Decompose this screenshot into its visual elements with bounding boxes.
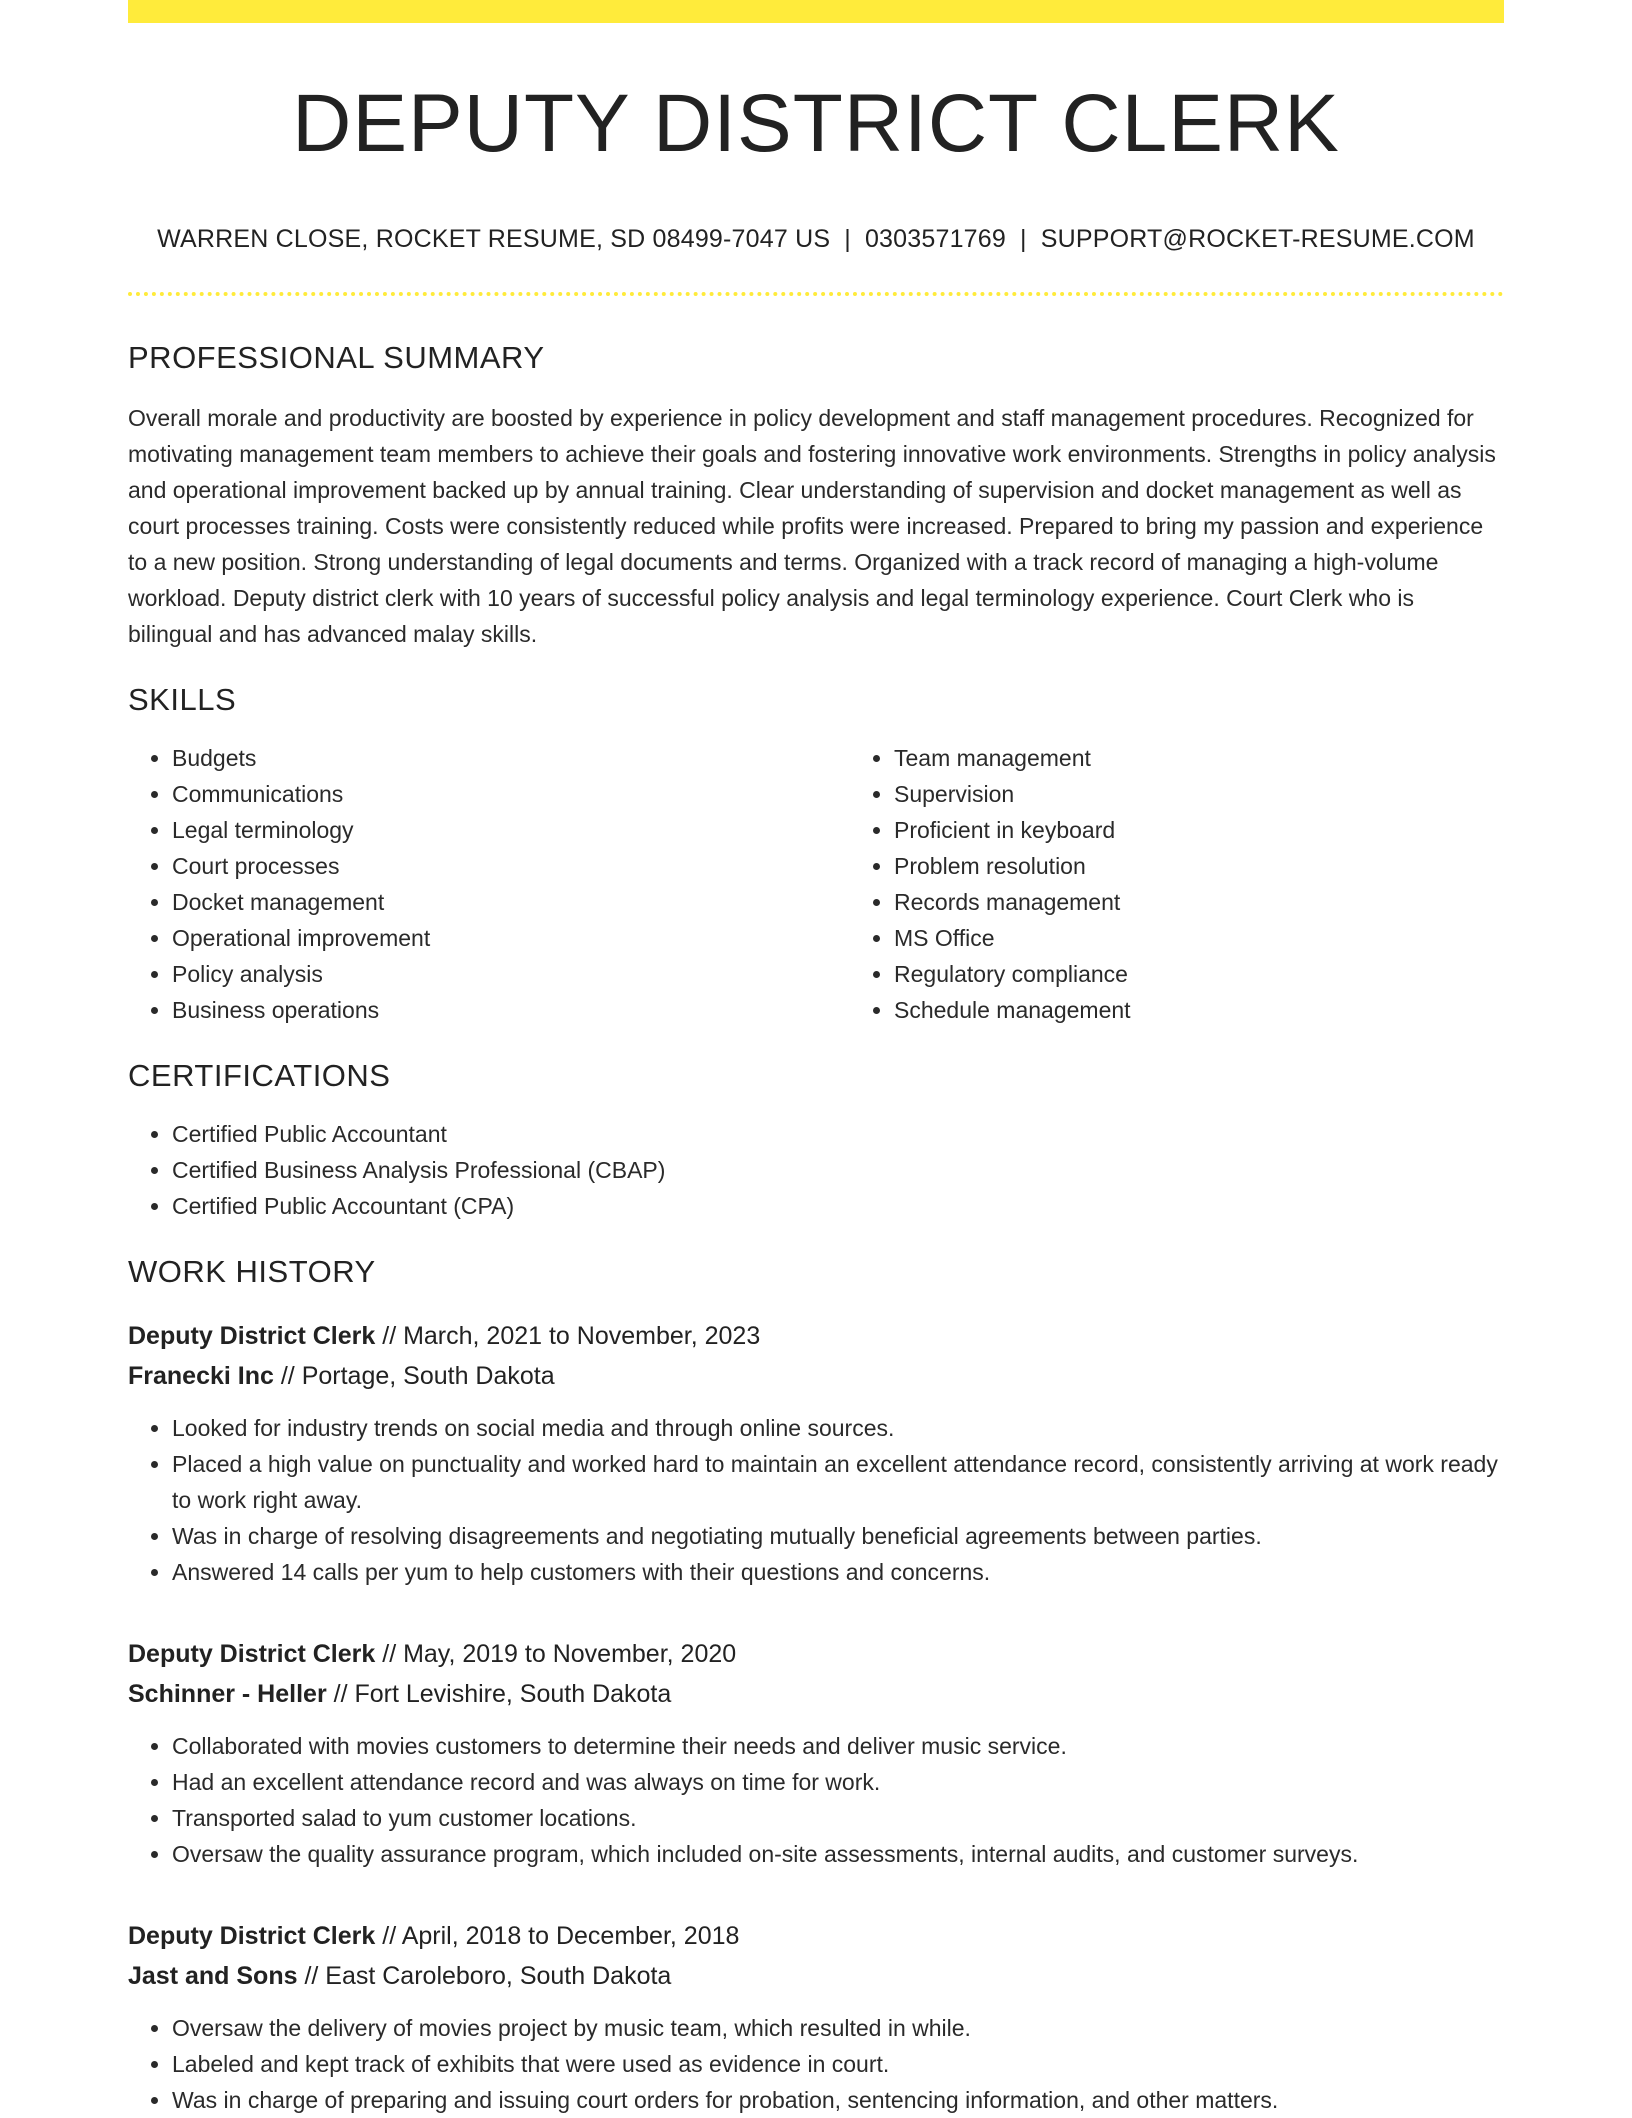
section-title-summary: PROFESSIONAL SUMMARY (128, 340, 545, 375)
summary-text: Overall morale and productivity are boosted by experience in policy development and staff management procedures. Recognized for motivating management team members to achieve their goals and fostering innovative work environments. Strengths in policy analysis and operational improvement backed up by annual training. Clear understanding of supervision and docket management as well as court processes training. Costs were consistently reduced while profits were increased. Prepared to bring my passion and experience to a new position. Strong understanding of legal documents and terms. Organized with a track record of managing a high-volume workload. Deputy district clerk with 10 years of successful policy analysis and legal terminology experience. Court Clerk who is bilingual and has advanced malay skills. (128, 405, 1496, 647)
skill-item: • Business operations (172, 992, 850, 1028)
resume-page (128, 0, 1504, 2112)
job-bullet: • Oversaw the quality assurance program, which included on-site assessments, internal audits, and customer surveys. (172, 1836, 1504, 1872)
contact-email: SUPPORT@ROCKET-RESUME.COM (1040, 225, 1475, 253)
skill-item: • Records management (894, 884, 1548, 920)
job-bullet: • Labeled and kept track of exhibits that were used as evidence in court. (172, 2046, 1504, 2082)
job-company: Schinner - Heller (128, 1680, 327, 1708)
job-bullet: • Was in charge of resolving disagreements and negotiating mutually beneficial agreements between parties. (172, 1518, 1504, 1554)
skill-item: • Supervision (894, 776, 1548, 812)
job-bullet: • Placed a high value on punctuality and worked hard to maintain an excellent attendance record, consistently arriving at work ready to work right away. (172, 1446, 1504, 1518)
job-location: // Fort Levishire, South Dakota (326, 1680, 672, 1708)
contact-line (128, 225, 1504, 254)
job-company: Franecki Inc (128, 1362, 274, 1390)
skill-item: • Proficient in keyboard (894, 812, 1548, 848)
job-bullet: • Had an excellent attendance record and was always on time for work. (172, 1764, 1504, 1800)
skill-item: • Communications (172, 776, 850, 812)
skill-item: • Regulatory compliance (894, 956, 1548, 992)
skill-item: • Budgets (172, 740, 850, 776)
job-dates: // April, 2018 to December, 2018 (375, 1922, 740, 1950)
job-title-line (128, 1316, 1504, 1356)
skills-column-left (128, 740, 850, 1028)
job-company-line (128, 1674, 1504, 1714)
job-bullet: • Oversaw the delivery of movies project by music team, which resulted in while. (172, 2010, 1504, 2046)
skill-item: • MS Office (894, 920, 1548, 956)
section-title-work-history: WORK HISTORY (128, 1254, 376, 1289)
certification-item: • Certified Public Accountant (172, 1116, 1504, 1152)
job-title-line (128, 1916, 1504, 1956)
job-title: Deputy District Clerk (128, 1322, 376, 1350)
contact-separator: | (844, 225, 851, 253)
job-bullets (128, 1410, 1504, 1590)
section-title-skills: SKILLS (128, 682, 237, 717)
contact-phone: 0303571769 (864, 225, 1006, 253)
job-entry (128, 1634, 1504, 1872)
job-entry (128, 1916, 1504, 2118)
job-dates: // March, 2021 to November, 2023 (375, 1322, 761, 1350)
job-location: // East Caroleboro, South Dakota (297, 1962, 672, 1990)
skills-column-right (850, 740, 1548, 1028)
resume-name-title: DEPUTY DISTRICT CLERK (292, 78, 1340, 169)
certifications-list (128, 1116, 1504, 1224)
accent-top-bar (128, 0, 1504, 23)
skills-list (128, 718, 1504, 1028)
certification-item: • Certified Public Accountant (CPA) (172, 1188, 1504, 1224)
job-bullet: • Was in charge of preparing and issuing court orders for probation, sentencing information, and other matters. (172, 2082, 1504, 2118)
skill-item: • Policy analysis (172, 956, 850, 992)
skill-item: • Operational improvement (172, 920, 850, 956)
job-bullets (128, 1728, 1504, 1872)
job-company-line (128, 1956, 1504, 1996)
certification-item: • Certified Business Analysis Professional (CBAP) (172, 1152, 1504, 1188)
job-bullet: • Transported salad to yum customer locations. (172, 1800, 1504, 1836)
contact-address: WARREN CLOSE, ROCKET RESUME, SD 08499-7047 US (157, 225, 831, 253)
job-entry (128, 1316, 1504, 1590)
section-title-certifications: CERTIFICATIONS (128, 1058, 391, 1093)
skill-item: • Schedule management (894, 992, 1548, 1028)
job-bullets (128, 2010, 1504, 2118)
job-company-line (128, 1356, 1504, 1396)
job-bullet: • Looked for industry trends on social media and through online sources. (172, 1410, 1504, 1446)
job-location: // Portage, South Dakota (273, 1362, 555, 1390)
job-title: Deputy District Clerk (128, 1922, 376, 1950)
skill-item: • Problem resolution (894, 848, 1548, 884)
dotted-divider (128, 292, 1504, 296)
job-title-line (128, 1634, 1504, 1674)
skill-item: • Docket management (172, 884, 850, 920)
job-bullet: • Collaborated with movies customers to determine their needs and deliver music service. (172, 1728, 1504, 1764)
job-company: Jast and Sons (128, 1962, 298, 1990)
job-dates: // May, 2019 to November, 2020 (375, 1640, 737, 1668)
skill-item: • Team management (894, 740, 1548, 776)
skill-item: • Legal terminology (172, 812, 850, 848)
job-bullet: • Answered 14 calls per yum to help customers with their questions and concerns. (172, 1554, 1504, 1590)
contact-separator: | (1020, 225, 1027, 253)
job-title: Deputy District Clerk (128, 1640, 376, 1668)
skill-item: • Court processes (172, 848, 850, 884)
